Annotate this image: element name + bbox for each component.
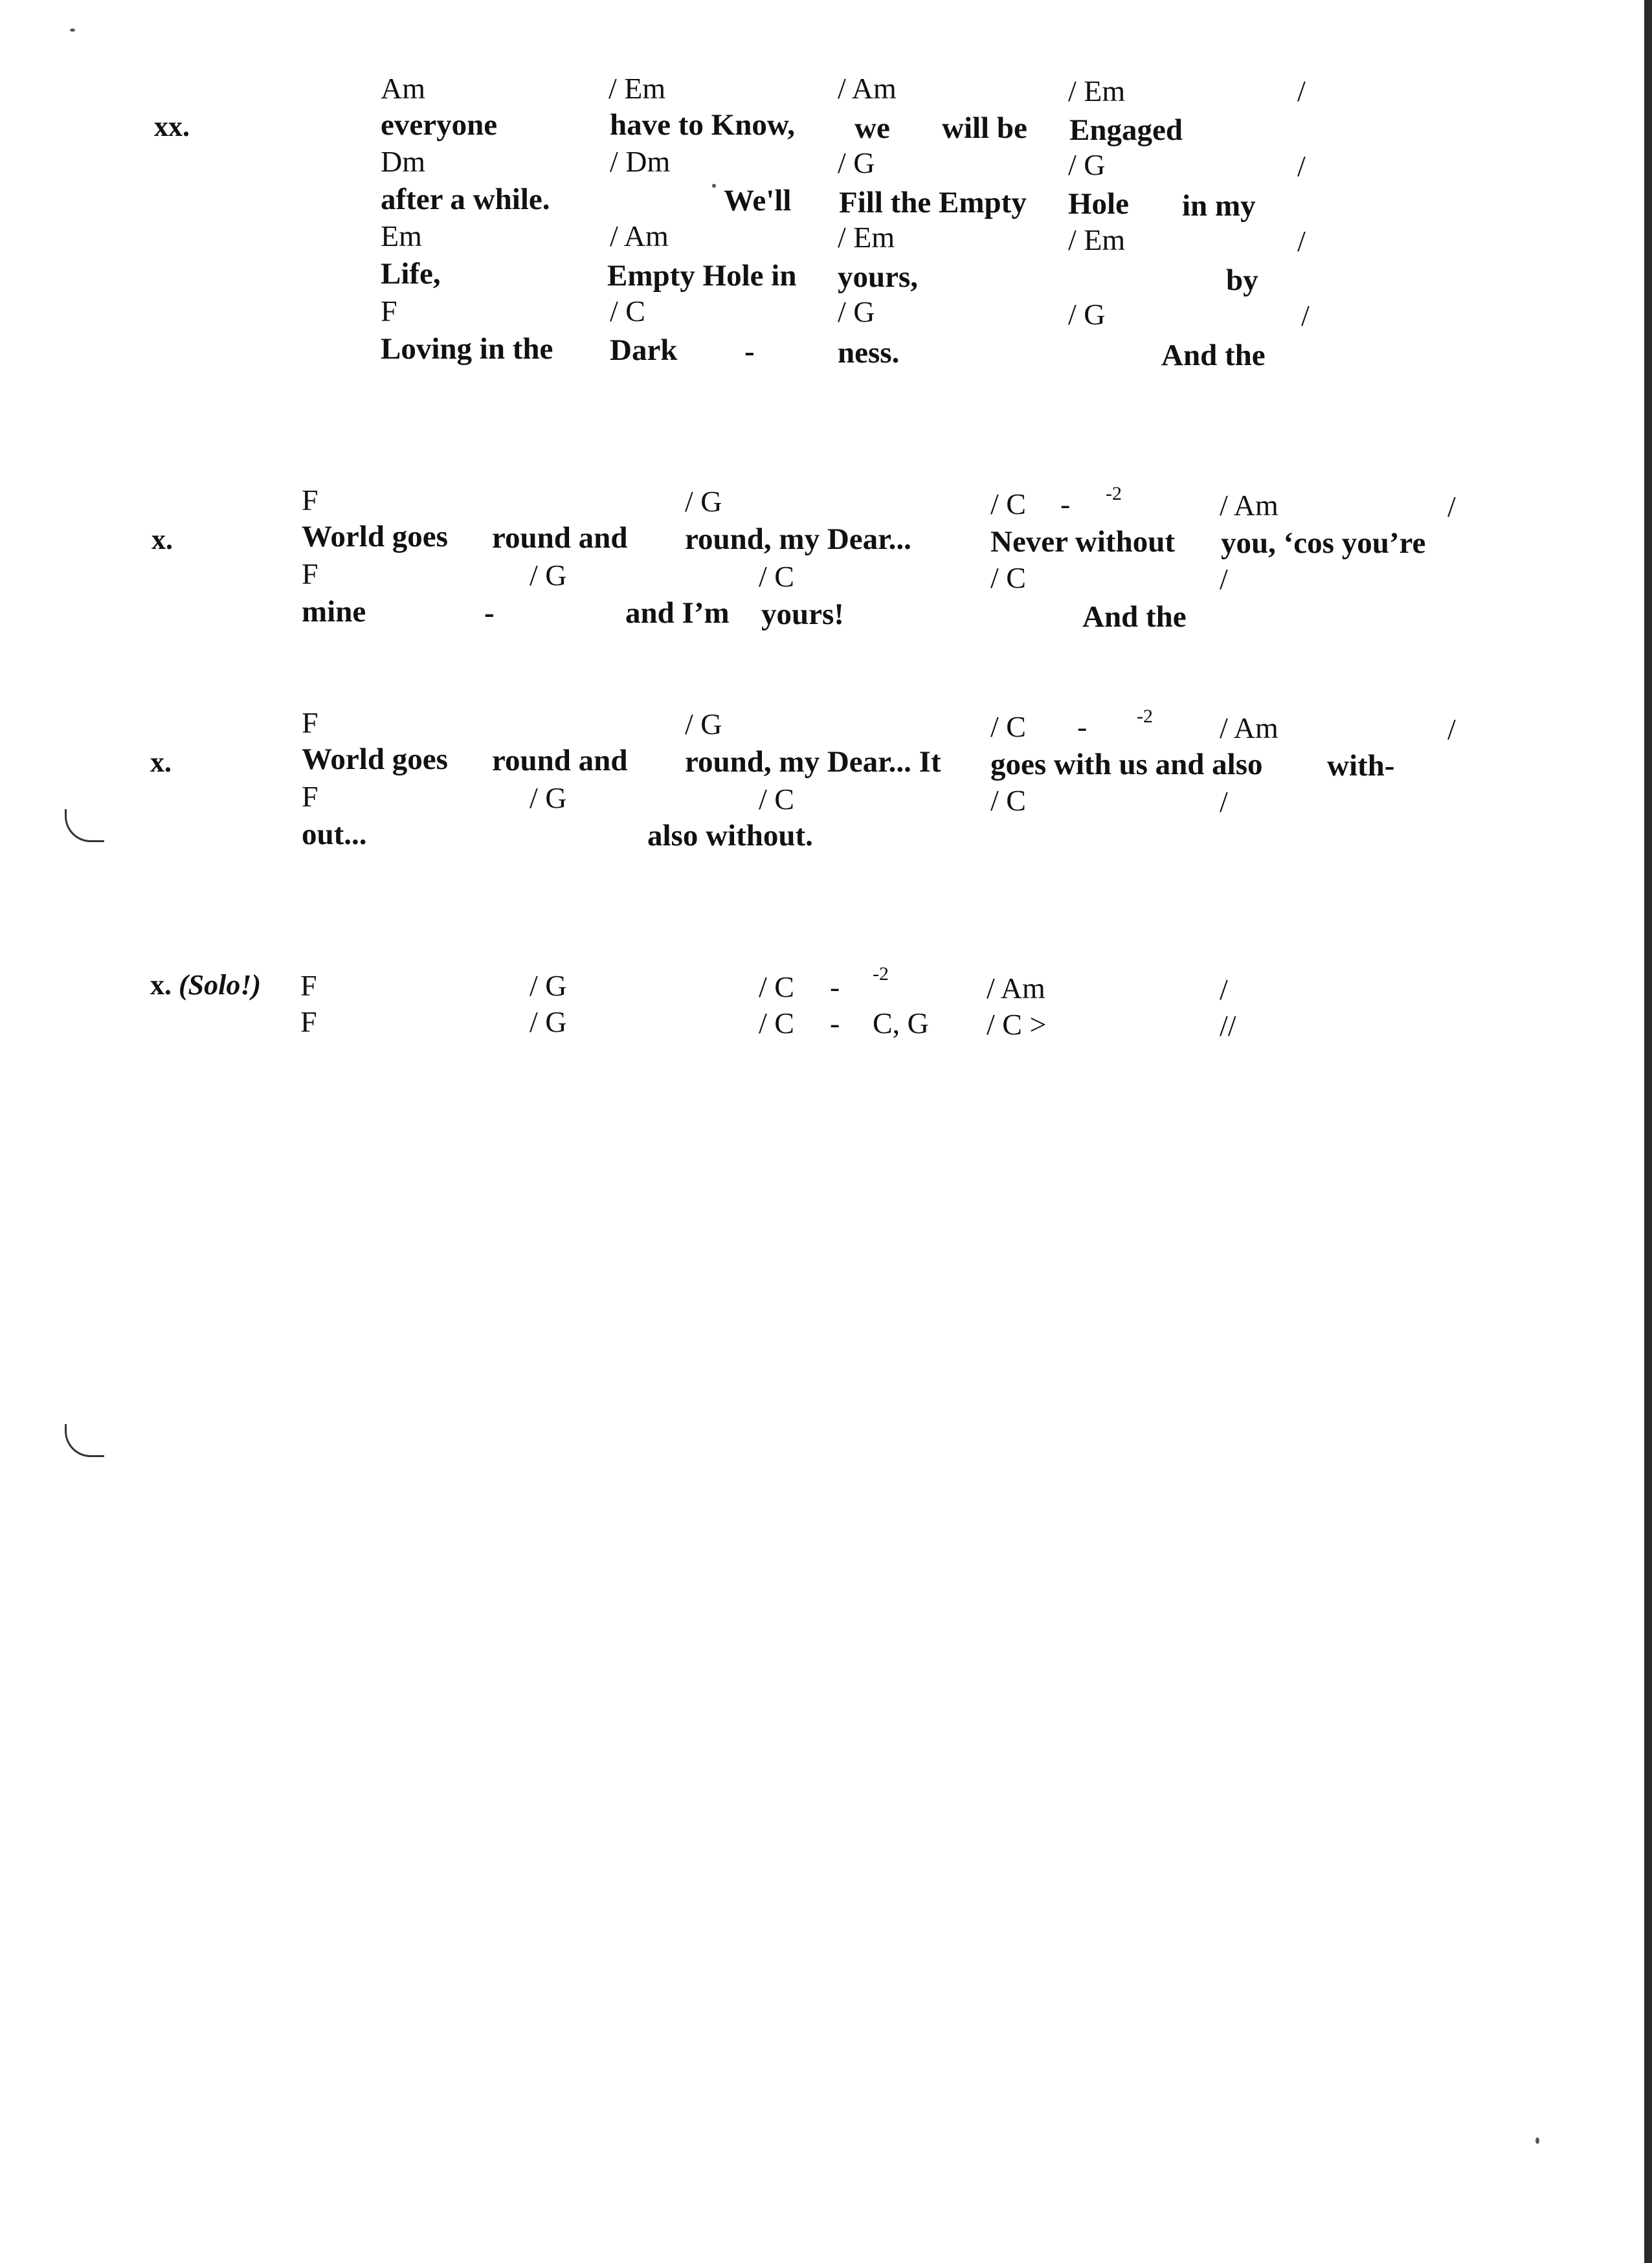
- lyric: out...: [302, 818, 367, 851]
- chord: / C: [990, 487, 1026, 520]
- chord: F: [300, 969, 317, 1002]
- chord: / G: [838, 146, 875, 179]
- chord: / G: [685, 708, 722, 741]
- scan-speck: [1535, 2137, 1539, 2144]
- lyric: you, ‘cos you’re: [1221, 526, 1426, 560]
- chord: F: [302, 557, 318, 590]
- lyric: We'll: [724, 184, 792, 217]
- chord: / C: [759, 1007, 794, 1040]
- chord: / G: [530, 969, 567, 1002]
- hyphen: -: [484, 596, 495, 630]
- lyric: World goes: [302, 520, 448, 553]
- chord: / G: [530, 559, 567, 592]
- lyric: And the: [1082, 600, 1187, 634]
- lyric: World goes: [302, 742, 448, 776]
- chord: F: [381, 295, 397, 328]
- chord: Em: [381, 219, 422, 252]
- chord: / G: [838, 295, 875, 328]
- chord: / C: [759, 970, 794, 1003]
- punch-hole-mark: [65, 1424, 104, 1457]
- bar-line: /: [1297, 74, 1306, 107]
- bar-line: /: [1220, 563, 1228, 596]
- chord: Dm: [381, 145, 425, 178]
- chord: / G: [530, 781, 567, 814]
- solo-label-note: (Solo!): [179, 969, 262, 1001]
- solo-label-number: x.: [150, 969, 172, 1001]
- lyric: ness.: [838, 336, 900, 370]
- hyphen: -: [744, 335, 755, 368]
- lyric: yours!: [761, 597, 844, 631]
- chord: / C: [610, 295, 645, 328]
- bar-line: /: [1301, 299, 1310, 332]
- chord: / Dm: [610, 145, 671, 178]
- lyric: round and: [492, 744, 628, 777]
- scan-speck: [712, 184, 716, 188]
- lyric: Never without: [990, 525, 1176, 559]
- lyric: Fill the Empty: [839, 186, 1027, 219]
- chord: / Em: [838, 221, 895, 254]
- chord: / Am: [1220, 489, 1278, 522]
- lyric: yours,: [838, 260, 919, 294]
- bar-line: /: [1297, 150, 1306, 183]
- chord: F: [302, 484, 318, 517]
- lyric: everyone: [381, 108, 498, 142]
- lyric: will be: [942, 111, 1027, 145]
- lyric: Hole: [1068, 187, 1129, 221]
- lyric: Loving in the: [381, 332, 553, 366]
- chorus-label: x.: [151, 524, 173, 555]
- chord: / Am: [1220, 711, 1278, 744]
- chord: F: [302, 780, 318, 813]
- punch-hole-mark: [65, 809, 104, 842]
- chord: / G: [1068, 148, 1106, 181]
- dash: -: [830, 1007, 840, 1040]
- lyric: round, my Dear... It: [685, 745, 941, 779]
- bar-line: /: [1220, 785, 1228, 818]
- scan-edge: [1644, 0, 1652, 2263]
- scan-speck: [70, 28, 75, 32]
- lyric: also without.: [647, 819, 813, 853]
- chord: / Am: [838, 72, 897, 105]
- chord: / Am: [987, 972, 1045, 1005]
- chord: C, G: [873, 1007, 929, 1040]
- chord: / C: [990, 784, 1026, 817]
- lyric: round and: [492, 521, 628, 555]
- bar-line: /: [1297, 225, 1306, 258]
- lyric: Life,: [381, 257, 441, 291]
- verse-label: xx.: [154, 111, 190, 142]
- lyric: have to Know,: [610, 108, 795, 142]
- lyric: Engaged: [1069, 113, 1183, 147]
- bar-line: /: [1220, 973, 1228, 1006]
- chord: / G: [530, 1005, 567, 1038]
- chord: / G: [685, 485, 722, 518]
- lyric: mine: [302, 595, 366, 629]
- lyric: after a while.: [381, 183, 550, 216]
- chord: Am: [381, 72, 425, 105]
- dash: -: [1060, 487, 1071, 520]
- lyric: by: [1226, 263, 1258, 297]
- lyric: And the: [1161, 339, 1266, 372]
- chord: F: [300, 1005, 317, 1038]
- superscript: -2: [873, 963, 889, 985]
- chord: / C >: [987, 1008, 1047, 1041]
- lyric: goes with us and also: [990, 748, 1263, 781]
- lyric: and I’m: [625, 596, 730, 630]
- chord: F: [302, 706, 318, 739]
- chord: / Em: [1068, 223, 1126, 256]
- solo-label: [150, 971, 261, 999]
- lyric: round, my Dear...: [685, 522, 911, 556]
- lyric: in my: [1182, 189, 1256, 223]
- lyric: we: [854, 111, 890, 145]
- double-bar-line: //: [1220, 1009, 1236, 1042]
- superscript: -2: [1106, 483, 1122, 504]
- chorus-label: x.: [150, 746, 172, 778]
- bar-line: /: [1447, 713, 1456, 746]
- chord: / Em: [608, 72, 666, 105]
- lyric: with-: [1327, 749, 1395, 783]
- chord: / Am: [610, 219, 669, 252]
- superscript: -2: [1137, 706, 1153, 727]
- chord: / C: [990, 561, 1026, 594]
- chord: / C: [759, 560, 794, 593]
- bar-line: /: [1447, 490, 1456, 523]
- dash: -: [830, 970, 840, 1003]
- lyric: Empty Hole in: [607, 259, 797, 293]
- chord: / Em: [1068, 74, 1126, 107]
- chord: / C: [990, 710, 1026, 743]
- dash: -: [1077, 710, 1088, 743]
- chord: / G: [1068, 298, 1106, 331]
- lyric: Dark: [610, 333, 678, 367]
- chord: / C: [759, 783, 794, 816]
